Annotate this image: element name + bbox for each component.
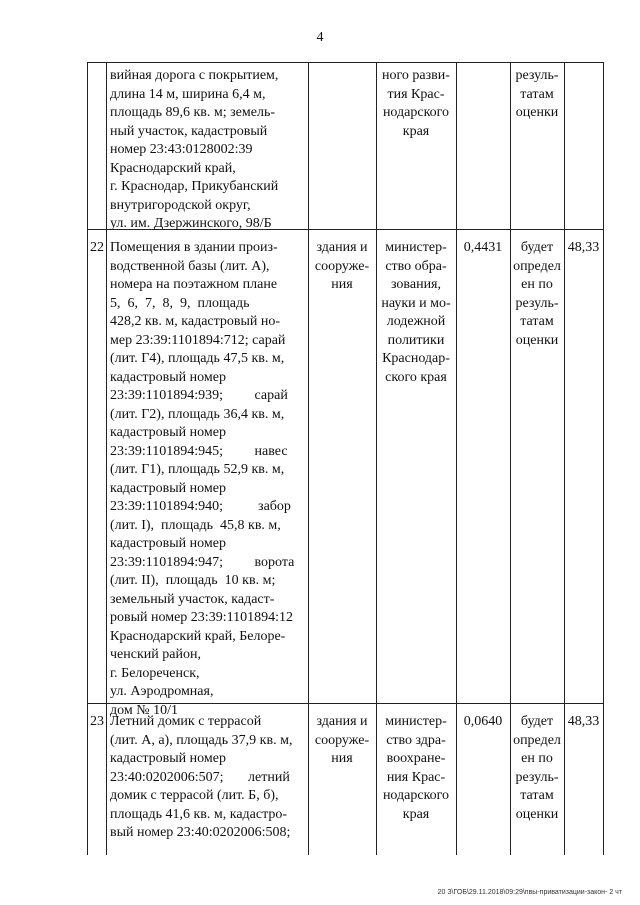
row-holder: министер- ство обра- зования, науки и мо- лодежной политики Краснодар- ского края <box>381 240 451 385</box>
row-value: 48,33 <box>567 714 600 729</box>
row-holder: ного разви- тия Крас- нодарского края <box>382 68 450 139</box>
row-holder: министер- ство здра- воохране- ния Крас- нодарского края <box>382 714 450 822</box>
page-number: 4 <box>316 30 324 45</box>
row-description: Помещения в здании произ- водственной базы (лит. А), номера на поэтажном плане 5, 6, 7, 8, 9, площадь 428,2 кв. м, кадастровый но- мер 23:39:1101894:712; сарай (лит. Г4), площадь 47,5 кв. м, кадастровый номер 23:39:1101894:939; сарай (лит. Г2), площадь 36,4 кв. м, кадастровый номер 23:39:1101894:945; навес (лит. Г1), площадь 52,9 кв. м, кадастровый номер 23:39:1101894:940; забор (лит. I), площадь 45,8 кв. м, кадастровый номер 23:39:1101894:947; ворота (лит. II), площадь 10 кв. м; земельный участок, кадаст- ровый номер 23:39:1101894:12 Краснодарский край, Белоре- ченский район, г. Белореченск, ул. Аэродромная, дом № 10/1 <box>110 240 295 718</box>
row-type: здания и сооруже- ния <box>314 714 370 766</box>
row-area: 0,4431 <box>463 240 503 255</box>
row-value: 48,33 <box>567 240 600 255</box>
column-divider <box>564 63 565 855</box>
property-table <box>87 62 604 855</box>
row-number: 22 <box>90 240 104 255</box>
row-price: будет определ ен по резуль- татам оценки <box>513 714 561 822</box>
row-area: 0,0640 <box>463 714 503 729</box>
column-divider <box>106 63 107 855</box>
document-footer: 20 З\ГОБ\29.11.2018\09:29\пвы-приватизации-закон- 2 чт <box>437 889 622 896</box>
row-price: будет определ ен по резуль- татам оценки <box>513 240 561 348</box>
row-number: 23 <box>90 714 104 729</box>
column-divider <box>456 63 457 855</box>
row-description: вийная дорога с покрытием, длина 14 м, ширина 6,4 м, площадь 89,6 кв. м; земель- ный участок, кадастровый номер 23:43:0128002:39 Краснодарский край, г. Краснодар, Прикубанский внутригородской округ, ул. им. Дзержинского, 98/Б <box>110 68 279 231</box>
row-price: резуль- татам оценки <box>515 68 559 120</box>
row-description: Летний домик с террасой (лит. А, а), площадь 37,9 кв. м, кадастровый номер 23:40:0202006:507; летний домик с террасой (лит. Б, б), площадь 41,6 кв. м, кадастро- вый номер 23:40:0202006:508; <box>110 714 293 840</box>
row-type: здания и сооруже- ния <box>314 240 370 292</box>
